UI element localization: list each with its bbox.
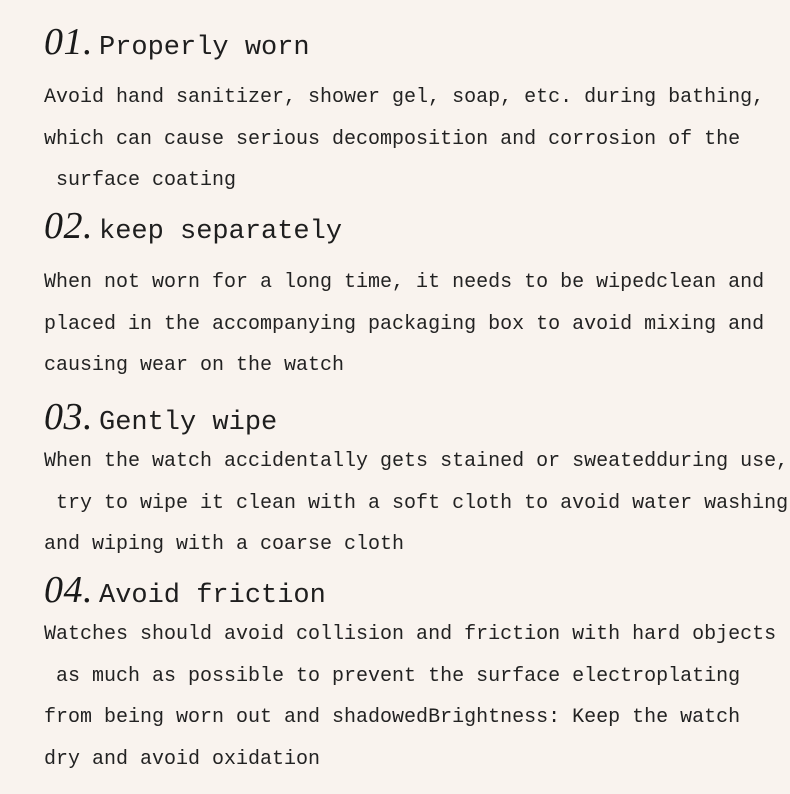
section-properly-worn (44, 18, 786, 202)
section-title: keep separately (99, 217, 343, 247)
body-line: causing wear on the watch (44, 354, 345, 377)
section-body (44, 77, 786, 202)
section-number: 01. (44, 21, 93, 63)
section-title: Properly worn (99, 33, 310, 63)
section-keep-separately (44, 202, 786, 387)
body-line: try to wipe it clean with a soft cloth to avoid water washing (44, 491, 789, 515)
section-title: Gently wipe (99, 408, 278, 438)
body-line: Watches should avoid collision and friction with hard objects (44, 623, 777, 646)
body-line: which can cause serious decomposition and corrosion of the (44, 127, 741, 151)
body-line: When not worn for a long time, it needs to be wipedclean and (44, 271, 765, 294)
body-line: When the watch accidentally gets stained or sweatedduring use, (44, 450, 789, 473)
section-heading (44, 566, 786, 614)
body-line: placed in the accompanying packaging box to avoid mixing and (44, 312, 765, 336)
section-number: 02. (44, 205, 93, 247)
section-number: 04. (44, 569, 93, 611)
section-heading (44, 393, 786, 441)
section-body (44, 441, 789, 566)
body-line: surface coating (44, 169, 237, 192)
section-body (44, 614, 786, 780)
body-line: from being worn out and shadowedBrightness: Keep the watch (44, 706, 741, 729)
body-line: Avoid hand sanitizer, shower gel, soap, etc. during bathing, (44, 86, 765, 109)
section-gently-wipe (44, 393, 789, 566)
body-line: as much as possible to prevent the surface electroplating (44, 664, 741, 688)
section-number: 03. (44, 396, 93, 438)
body-line: dry and avoid oxidation (44, 747, 321, 771)
section-heading (44, 18, 786, 66)
section-heading (44, 202, 786, 250)
section-body (44, 262, 786, 387)
section-avoid-friction (44, 566, 786, 780)
section-title: Avoid friction (99, 581, 326, 611)
body-line: and wiping with a coarse cloth (44, 533, 405, 556)
